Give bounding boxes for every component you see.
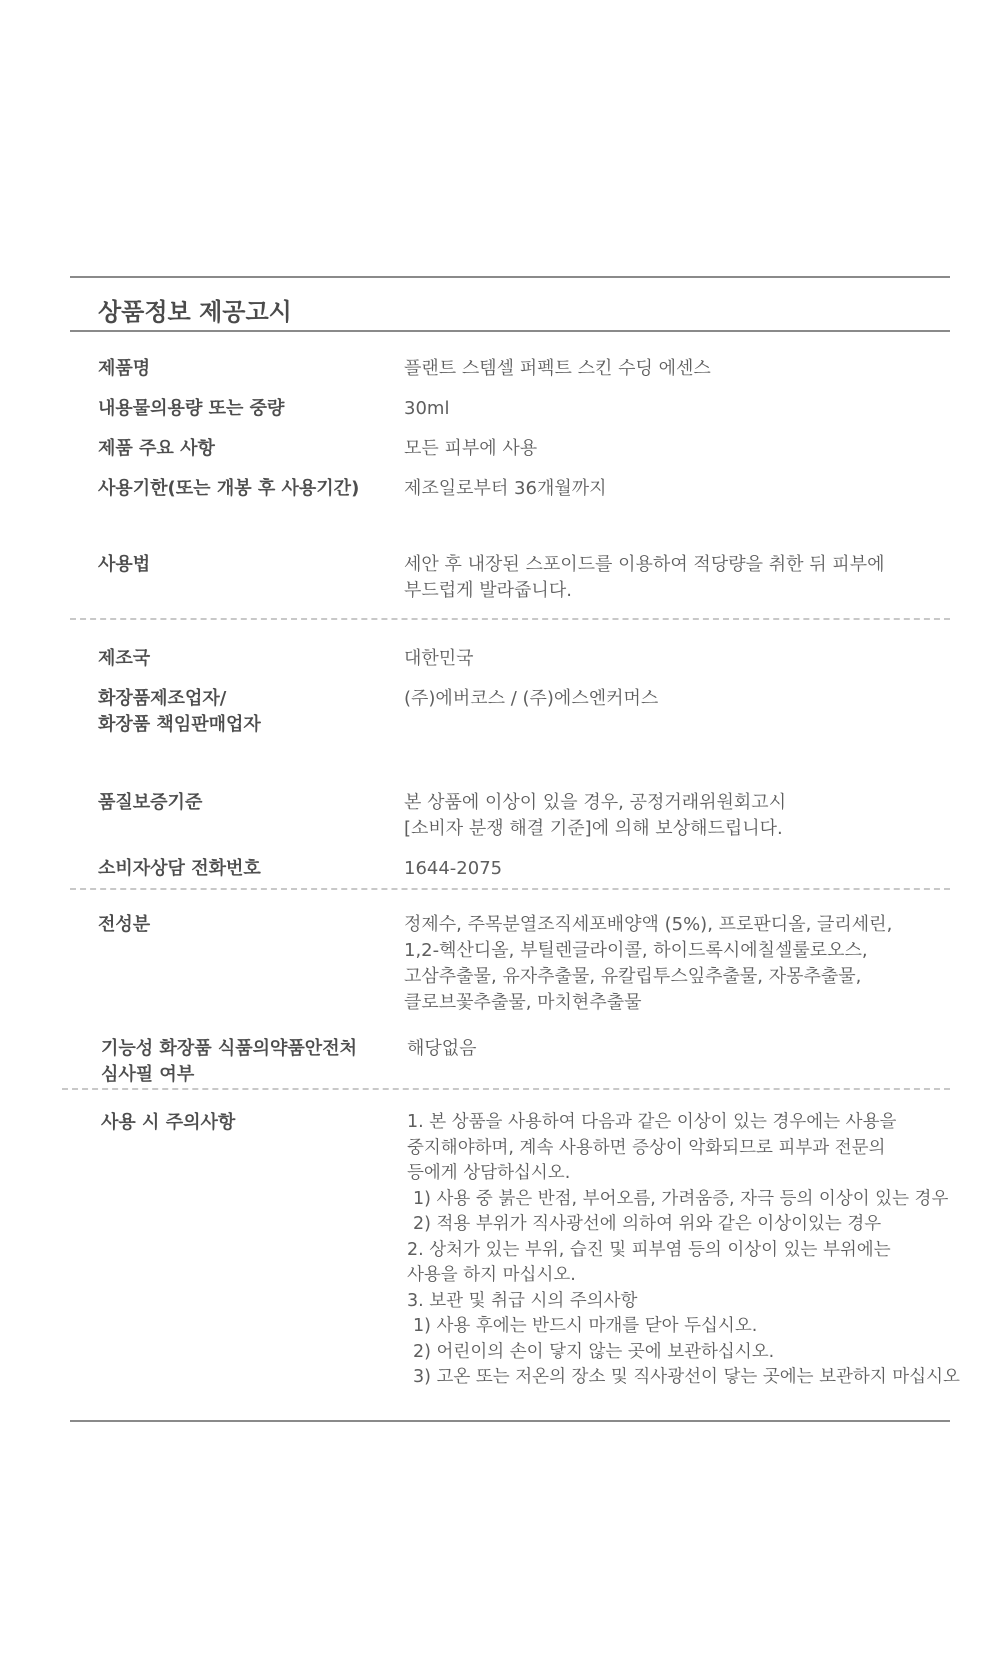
precaution-line: 2) 어린이의 손이 닿지 않는 곳에 보관하십시오. [413,1341,775,1362]
precaution-line: 3. 보관 및 취급 시의 주의사항 [407,1290,638,1311]
ingredients-line: 1,2-헥산디올, 부틸렌글라이콜, 하이드록시에칠셀룰로오스, [404,940,868,961]
section-divider [70,618,950,620]
label-usage: 사용법 [98,554,151,575]
label-product-name: 제품명 [98,358,151,379]
ingredients-line: 고삼추출물, 유자추출물, 유칼립투스잎추출물, 자몽추출물, [404,966,862,987]
label-manufacturer-line: 화장품제조업자/ [98,688,227,709]
header-divider [70,330,950,332]
value-product-name: 플랜트 스템셀 퍼펙트 스킨 수딩 에센스 [404,358,711,379]
precaution-line: 1. 본 상품을 사용하여 다음과 같은 이상이 있는 경우에는 사용을 [407,1112,897,1132]
value-usage-line: 세안 후 내장된 스포이드를 이용하여 적당량을 취한 뒤 피부에 [404,554,885,575]
label-main-spec: 제품 주요 사항 [98,438,215,459]
page-title: 상품정보 제공고시 [98,298,292,326]
precaution-line: 1) 사용 후에는 반드시 마개를 닫아 두십시오. [413,1316,758,1336]
value-usage [404,552,884,604]
bottom-divider [70,1420,950,1422]
precaution-line: 1) 사용 중 붉은 반점, 부어오름, 가려움증, 자극 등의 이상이 있는 경우 [413,1188,949,1209]
label-ingredients: 전성분 [98,914,151,935]
label-expiry: 사용기한(또는 개봉 후 사용기간) [98,478,360,499]
label-volume: 내용물의용량 또는 중량 [98,398,285,419]
value-precautions [407,1110,960,1391]
precaution-line: 2. 상처가 있는 부위, 습진 및 피부염 등의 이상이 있는 부위에는 [407,1239,891,1260]
ingredients-line: 정제수, 주목분열조직세포배양액 (5%), 프로판디올, 글리세린, [404,914,893,935]
precaution-line: 사용을 하지 마십시오. [407,1265,576,1285]
label-country: 제조국 [98,648,151,669]
label-quality: 품질보증기준 [98,792,203,813]
label-manufacturer-line: 화장품 책임판매업자 [98,714,261,735]
value-manufacturer: (주)에버코스 / (주)에스엔커머스 [404,688,659,709]
label-functional-cosmetic [101,1036,357,1088]
section-divider [62,1088,950,1090]
section-divider [70,888,950,890]
label-functional-line: 심사필 여부 [101,1064,195,1085]
precaution-line: 중지해야하며, 계속 사용하면 증상이 악화되므로 피부과 전문의 [407,1137,886,1158]
top-divider [70,276,950,278]
label-functional-line: 기능성 화장품 식품의약품안전처 [101,1038,357,1059]
label-phone: 소비자상담 전화번호 [98,858,261,879]
value-volume: 30ml [404,398,450,419]
value-quality [404,790,786,842]
precaution-line: 3) 고온 또는 저온의 장소 및 직사광선이 닿는 곳에는 보관하지 마십시오 [413,1367,960,1387]
value-ingredients [404,912,892,1016]
value-quality-line: [소비자 분쟁 해결 기준]에 의해 보상해드립니다. [404,818,783,839]
value-country: 대한민국 [404,648,474,669]
value-main-spec: 모든 피부에 사용 [404,438,538,459]
precaution-line: 2) 적용 부위가 직사광선에 의하여 위와 같은 이상이있는 경우 [413,1214,882,1234]
label-precautions: 사용 시 주의사항 [101,1112,236,1133]
value-phone: 1644-2075 [404,858,503,879]
value-expiry: 제조일로부터 36개월까지 [404,478,607,499]
ingredients-line: 클로브꽃추출물, 마치현추출물 [404,992,642,1013]
value-quality-line: 본 상품에 이상이 있을 경우, 공정거래위원회고시 [404,792,787,813]
value-functional-cosmetic: 해당없음 [407,1038,477,1059]
label-manufacturer [98,686,261,738]
value-usage-line: 부드럽게 발라줍니다. [404,580,572,601]
precaution-line: 등에게 상담하십시오. [407,1163,571,1183]
